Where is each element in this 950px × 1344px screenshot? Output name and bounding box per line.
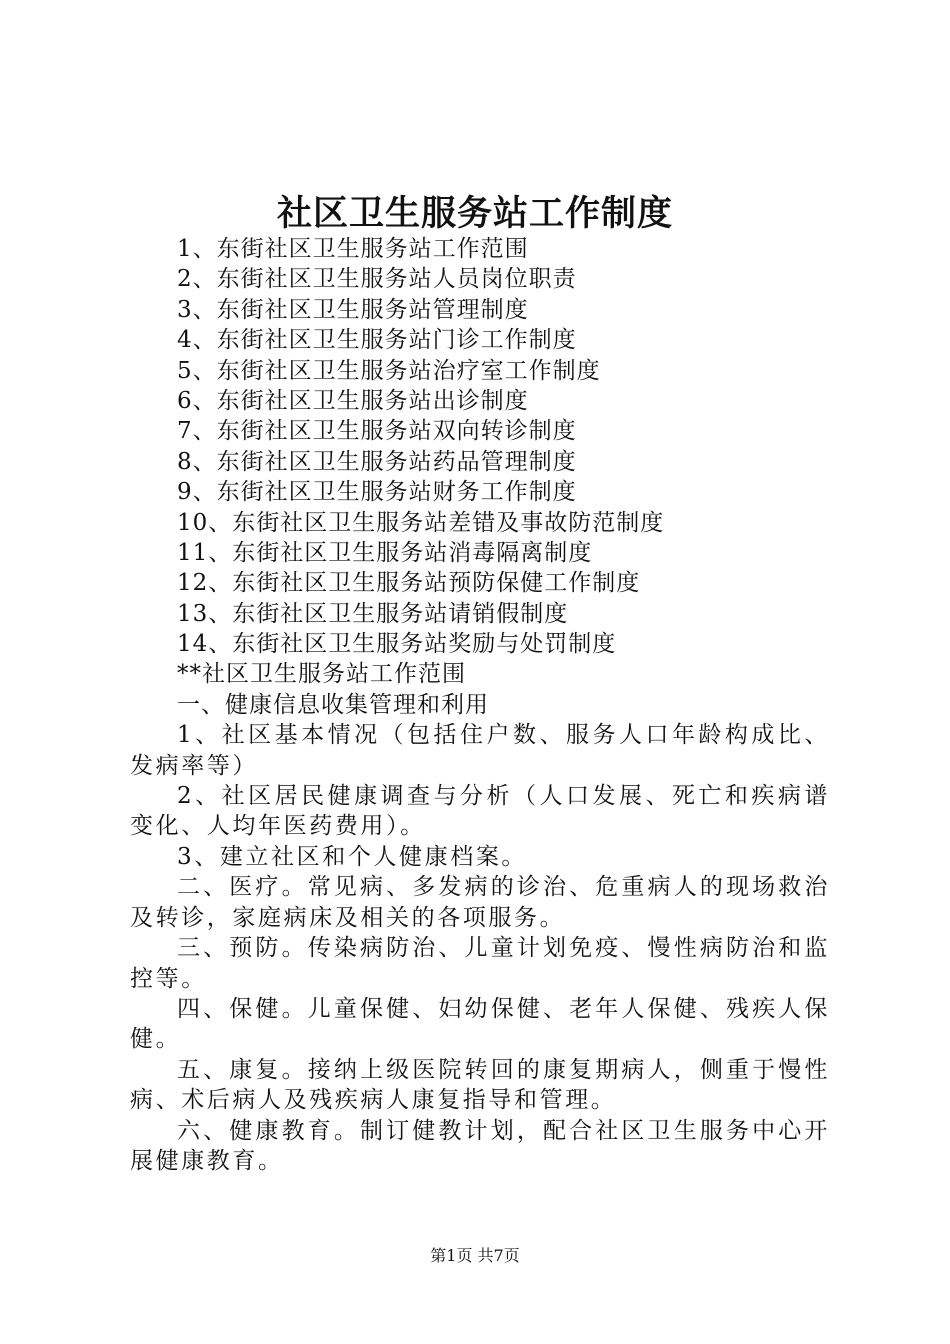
- subheading: 一、健康信息收集管理和利用: [177, 691, 489, 718]
- document-title: 社区卫生服务站工作制度: [276, 193, 673, 234]
- toc-item-8: 8、东街社区卫生服务站药品管理制度: [177, 448, 577, 475]
- toc-item-6: 6、东街社区卫生服务站出诊制度: [177, 387, 529, 414]
- toc-item-9: 9、东街社区卫生服务站财务工作制度: [177, 479, 577, 506]
- paragraph: 四、保健。儿童保健、妇幼保健、老年人保健、残疾人保健。: [130, 995, 830, 1053]
- section-heading: **社区卫生服务站工作范围: [177, 661, 466, 688]
- toc-item-5: 5、东街社区卫生服务站治疗室工作制度: [177, 357, 601, 384]
- toc-item-11: 11、东街社区卫生服务站消毒隔离制度: [177, 539, 593, 566]
- paragraph: 2、社区居民健康调查与分析（人口发展、死亡和疾病谱变化、人均年医药费用）。: [130, 783, 830, 840]
- toc-item-14: 14、东街社区卫生服务站奖励与处罚制度: [177, 631, 617, 658]
- toc-item-4: 4、东街社区卫生服务站门诊工作制度: [177, 327, 577, 354]
- paragraph: 1、社区基本情况（包括住户数、服务人口年龄构成比、发病率等）: [130, 722, 830, 779]
- page-footer: 第1页 共7页: [430, 1246, 520, 1265]
- toc-item-1: 1、东街社区卫生服务站工作范围: [177, 236, 529, 262]
- paragraph: 二、医疗。常见病、多发病的诊治、危重病人的现场救治及转诊，家庭病床及相关的各项服务。: [130, 874, 830, 931]
- paragraph: 三、预防。传染病防治、儿童计划免疫、慢性病防治和监控等。: [130, 935, 830, 992]
- toc-item-3: 3、东街社区卫生服务站管理制度: [177, 296, 529, 323]
- paragraph: 五、康复。接纳上级医院转回的康复期病人，侧重于慢性病、术后病人及残疾病人康复指导和管理。: [130, 1056, 830, 1114]
- paragraph: 3、建立社区和个人健康档案。: [177, 843, 528, 870]
- paragraph: 六、健康教育。制订健教计划，配合社区卫生服务中心开展健康教育。: [130, 1117, 830, 1174]
- document-body: [130, 234, 830, 1176]
- toc-item-2: 2、东街社区卫生服务站人员岗位职责: [177, 266, 577, 293]
- toc-item-10: 10、东街社区卫生服务站差错及事故防范制度: [177, 509, 665, 536]
- toc-item-7: 7、东街社区卫生服务站双向转诊制度: [177, 418, 577, 445]
- toc-item-12: 12、东街社区卫生服务站预防保健工作制度: [177, 570, 641, 597]
- toc-item-13: 13、东街社区卫生服务站请销假制度: [177, 600, 569, 627]
